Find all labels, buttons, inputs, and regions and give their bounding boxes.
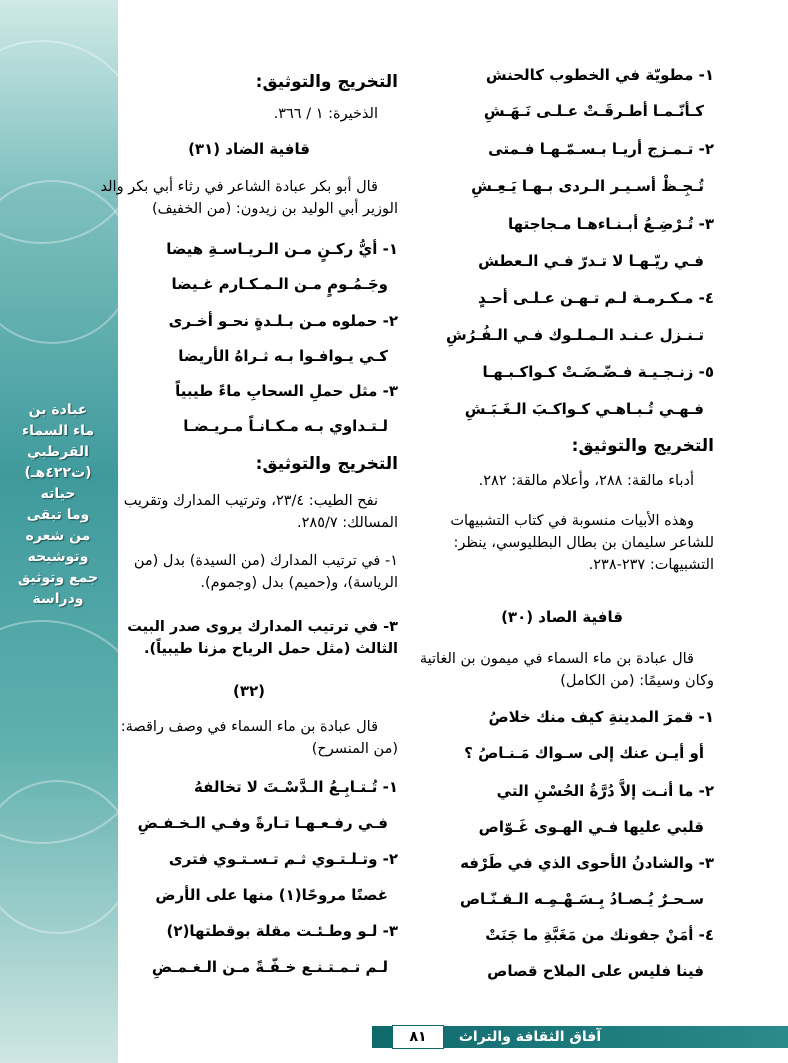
poem-verse: لـتـداوي بـه مـكـانـاً مـريـضـا bbox=[183, 417, 388, 435]
note-paragraph: وهذه الأبيات منسوبة في كتاب التشبيهات للشاعر سليمان بن بطال البطليوسي، ينظر: التشبيهات: ٢٣٧-٢٣٨. bbox=[450, 513, 714, 573]
poem-verse: غصنًا مروحًا(١) منها على الأرض bbox=[155, 886, 388, 904]
poem-verse: فـي ريّـهـا لا تـدرّ فـي الـعطش bbox=[478, 252, 704, 270]
poem-verse: ٤- مـكـرمـة لـم تـهـن عـلـى أحـدٍ bbox=[478, 289, 714, 307]
footnote-paragraph: ٣- في ترتيب المدارك يروى صدر البيت الثالث (مثل حمل الرياح مزنا طيبياً). bbox=[127, 619, 398, 657]
poem-verse: ٣- مثل حملِ السحابِ ماءً طيبياً bbox=[175, 382, 398, 400]
poem-verse: سـحـرٌ يُـصـادُ بِـسَـهْـمِـه الـقـنّـاص bbox=[459, 890, 704, 908]
decorative-swirl bbox=[0, 780, 118, 934]
sidebar-title-line: من شعره bbox=[25, 528, 91, 544]
section-heading: قافية الضاد (٣١) bbox=[188, 140, 310, 158]
page-number: ٨١ bbox=[392, 1025, 444, 1049]
sidebar-title-line: جمع وتوثيق bbox=[17, 570, 99, 586]
sidebar-title-line: حياته bbox=[40, 486, 76, 502]
sidebar-title-line: ماء السماء bbox=[21, 423, 95, 439]
poem-verse: ١- تُـتـابِـعُ الـدَّسْـتَ لا تخالفهُ bbox=[193, 778, 398, 796]
poem-verse: تُـجِـظْ أسـيـر الـردى بـهـا يَـعِـشِ bbox=[471, 177, 704, 195]
section-heading: التخريج والتوثيق: bbox=[571, 436, 714, 456]
sidebar-title-line: وما تبقى bbox=[26, 507, 90, 523]
poem-verse: لـم تـمـتـنـع خـفّـةً مـن الـغـمـضِ bbox=[151, 958, 388, 976]
poem-verse: فينا فليس على الملاح قصاص bbox=[487, 962, 704, 980]
sidebar-title-line: وتوشيحه bbox=[27, 549, 89, 565]
poem-verse: أو أيـن عنك إلى سـواك مَـنـاصُ ؟ bbox=[464, 744, 704, 762]
poem-verse: ٢- تـمـزج أريـا بـسـمّـهـا فـمتى bbox=[488, 140, 714, 158]
section-heading: قافية الصاد (٣٠) bbox=[501, 608, 623, 626]
sidebar-title-line: عبادة بن bbox=[28, 402, 88, 418]
section-heading: التخريج والتوثيق: bbox=[255, 72, 398, 92]
poem-verse: ١- أيُّ ركـنٍ مـن الـريـاسـةِ هيضا bbox=[166, 240, 398, 258]
journal-title: آفاق الثقافة والتراث bbox=[458, 1029, 602, 1045]
poem-verse: ٢- وتـلـتـوي ثـم تـسـتـوي فترى bbox=[168, 850, 398, 868]
poem-verse: فـي رفـعـهـا تـارةً وفـي الـخـفـضِ bbox=[137, 814, 388, 832]
poem-verse: تـنـزل عـنـد الـمـلـوك فـي الـفُـرُشِ bbox=[446, 326, 704, 344]
poem-verse: فـهـي تُـبـاهـي كـواكـبَ الـغَـبَـشِ bbox=[464, 400, 704, 418]
reference-text: الذخيرة: ١ / ٣٦٦. bbox=[273, 106, 378, 122]
sidebar-title-line: (ت٤٢٢هـ) bbox=[24, 465, 92, 481]
reference-text: أدباء مالقة: ٢٨٨، وأعلام مالقة: ٢٨٢. bbox=[478, 473, 694, 489]
intro-paragraph: قال أبو بكر عبادة الشاعر في رثاء أبي بكر والد الوزير أبي الوليد بن زيدون: (من الخفيف) bbox=[100, 179, 398, 217]
sidebar-series-title bbox=[14, 400, 102, 610]
sidebar-title-line: ودراسة bbox=[32, 591, 84, 607]
intro-paragraph: قال عبادة بن ماء السماء في ميمون بن الغاتية وكان وسيمًا: (من الكامل) bbox=[419, 651, 714, 689]
reference-paragraph: نفح الطيب: ٢٣/٤، وترتيب المدارك وتقريب المسالك: ٢٨٥/٧. bbox=[123, 493, 398, 531]
section-heading: التخريج والتوثيق: bbox=[255, 454, 398, 474]
poem-verse: ٣- لـو وطـئـت مقلة بوقطتها(٢) bbox=[166, 922, 398, 940]
poem-verse: ١- مطويّة في الخطوب كالحنش bbox=[485, 66, 714, 84]
intro-paragraph: قال عبادة بن ماء السماء في وصف راقصة: (من المنسرح) bbox=[120, 719, 398, 757]
poem-verse: ٢- حملوه مـن بـلـدةٍ نحـو أخـرى bbox=[168, 312, 398, 330]
poem-verse: ٥- زنـجـيـة فـضّـضَـتْ كـواكـبـهـا bbox=[482, 363, 714, 381]
footnote-paragraph: ١- في ترتيب المدارك (من السيدة) بدل (من الرياسة)، و(حميم) بدل (وجموم). bbox=[133, 553, 398, 591]
poem-verse: ٣- والشادنُ الأحوى الذي في طَرْفه bbox=[460, 854, 714, 872]
poem-verse: قلبي عليها فـي الهـوى غَـوّاص bbox=[478, 818, 704, 836]
poem-verse: وجَـمُـومٍ مـن الـمـكـارم غـيضا bbox=[171, 275, 388, 293]
poem-number: (٣٢) bbox=[232, 682, 266, 700]
poem-verse: ١- قمرَ المدينةِ كيف منك خلاصُ bbox=[488, 708, 714, 726]
poem-verse: ٤- أمَنْ جفونك من مَغَبَّةِ ما جَنَتْ bbox=[485, 926, 714, 944]
poem-verse: ٣- تُـرْضِـعُ أبـنـاءهـا مـجاجتها bbox=[508, 215, 714, 233]
poem-verse: كـي يـوافـوا بـه ثـراهُ الأريضا bbox=[178, 347, 388, 365]
poem-verse: كـأنّـمـا أطـرقَـتْ عـلـى نَـهَـشِ bbox=[483, 102, 704, 120]
poem-verse: ٢- ما أنـت إلاَّ دُرَّةُ الحُسْنِ التي bbox=[496, 782, 714, 800]
sidebar-title-line: القرطبي bbox=[27, 444, 89, 460]
